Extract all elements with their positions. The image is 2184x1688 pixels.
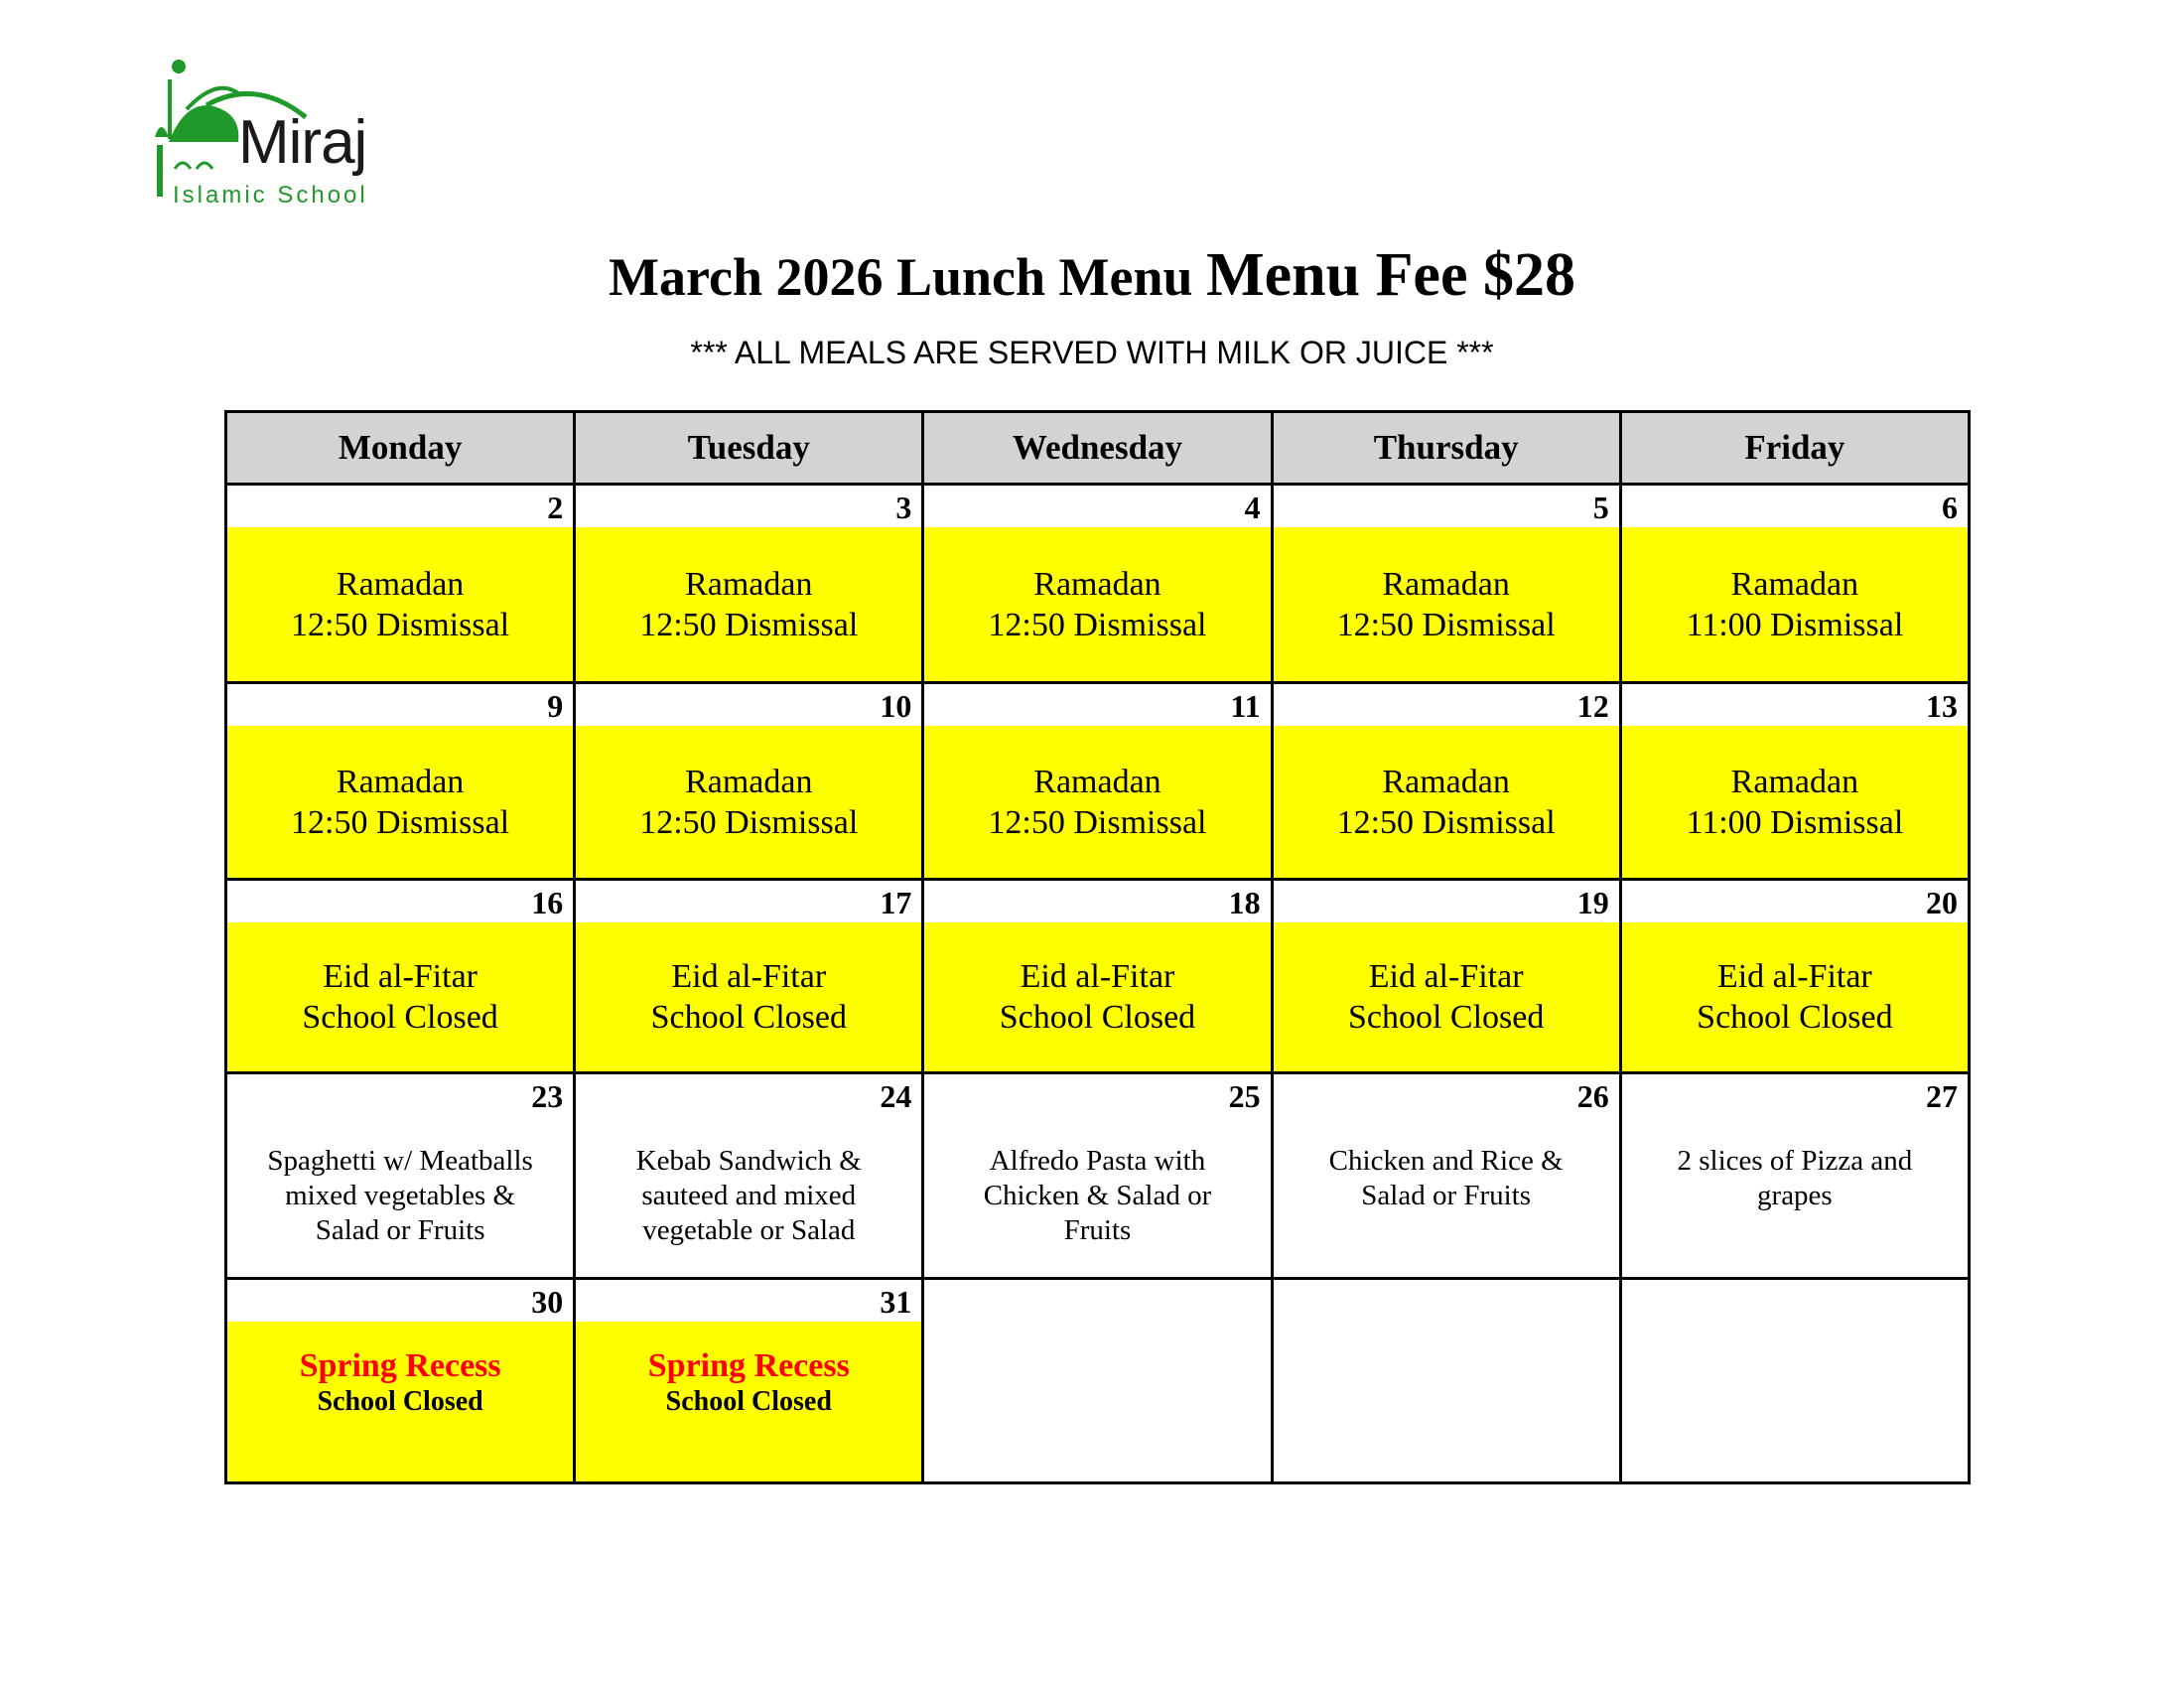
menu-line: Salad or Fruits xyxy=(315,1214,485,1246)
day-number: 23 xyxy=(227,1074,573,1116)
day-number: 16 xyxy=(227,881,573,922)
lunch-calendar xyxy=(224,410,1971,1484)
calendar-day-cell xyxy=(575,485,923,683)
menu-line: Fruits xyxy=(1063,1214,1132,1246)
school-logo xyxy=(147,58,395,216)
header-thursday: Thursday xyxy=(1272,412,1620,485)
day-number: 31 xyxy=(576,1280,921,1322)
event-name: Eid al-Fitar xyxy=(323,958,478,995)
day-number: 13 xyxy=(1622,684,1968,726)
day-number: 19 xyxy=(1274,881,1619,922)
calendar-day-cell xyxy=(226,485,575,683)
day-number: 3 xyxy=(576,486,921,527)
calendar-day-cell xyxy=(923,1279,1272,1483)
day-event-band xyxy=(1622,527,1968,681)
event-name: Ramadan xyxy=(1033,565,1161,603)
recess-title: Spring Recess xyxy=(299,1347,501,1384)
calendar-day-cell xyxy=(1272,485,1620,683)
calendar-day-cell xyxy=(923,683,1272,880)
day-number: 20 xyxy=(1622,881,1968,922)
day-event-band xyxy=(227,922,573,1071)
calendar-day-cell xyxy=(575,880,923,1073)
event-detail: 12:50 Dismissal xyxy=(988,803,1207,841)
event-name: Eid al-Fitar xyxy=(1020,958,1175,995)
day-number: 27 xyxy=(1622,1074,1968,1116)
calendar-day-cell xyxy=(1272,880,1620,1073)
event-name: Eid al-Fitar xyxy=(671,958,827,995)
event-detail: 12:50 Dismissal xyxy=(291,606,510,643)
calendar-day-cell xyxy=(1620,683,1969,880)
recess-title: Spring Recess xyxy=(647,1347,850,1384)
event-detail: School Closed xyxy=(1697,999,1893,1036)
day-number: 6 xyxy=(1622,486,1968,527)
calendar-day-cell xyxy=(923,1073,1272,1279)
event-detail: School Closed xyxy=(650,999,847,1036)
event-detail: School Closed xyxy=(1347,999,1545,1036)
day-number: 26 xyxy=(1274,1074,1619,1116)
menu-line: Spaghetti w/ Meatballs xyxy=(267,1145,533,1177)
menu-line: grapes xyxy=(1757,1180,1833,1211)
event-detail: 12:50 Dismissal xyxy=(639,606,859,643)
event-name: Ramadan xyxy=(1033,763,1161,800)
page-title xyxy=(0,240,2184,311)
event-name: Ramadan xyxy=(336,763,465,800)
day-event-band xyxy=(1274,527,1619,681)
event-name: Ramadan xyxy=(1730,565,1859,603)
event-name: Ramadan xyxy=(336,565,465,603)
menu-line: Chicken and Rice & xyxy=(1328,1145,1564,1177)
calendar-week-row xyxy=(226,1279,1970,1483)
menu-item xyxy=(924,1116,1270,1248)
calendar-day-cell xyxy=(575,1073,923,1279)
menu-line: sauteed and mixed xyxy=(641,1180,857,1211)
event-detail: 12:50 Dismissal xyxy=(639,803,859,841)
header-monday: Monday xyxy=(226,412,575,485)
event-detail: 11:00 Dismissal xyxy=(1686,606,1904,643)
day-number: 24 xyxy=(576,1074,921,1116)
day-number: 9 xyxy=(227,684,573,726)
menu-title: March 2026 Lunch Menu xyxy=(609,247,1193,307)
day-event-band xyxy=(924,726,1270,878)
menu-line: mixed vegetables & xyxy=(285,1180,516,1211)
calendar-day-cell xyxy=(923,485,1272,683)
logo-subtitle: Islamic School xyxy=(173,182,368,209)
calendar-day-cell xyxy=(575,683,923,880)
header-tuesday: Tuesday xyxy=(575,412,923,485)
logo-name: Miraj xyxy=(238,108,367,177)
calendar-day-cell xyxy=(1272,1279,1620,1483)
day-number: 17 xyxy=(576,881,921,922)
menu-line: 2 slices of Pizza and xyxy=(1677,1145,1913,1177)
event-name: Eid al-Fitar xyxy=(1368,958,1524,995)
event-detail: 11:00 Dismissal xyxy=(1686,803,1904,841)
calendar-day-cell xyxy=(1620,485,1969,683)
day-event-band xyxy=(576,922,921,1071)
menu-fee: Menu Fee $28 xyxy=(1206,241,1575,309)
calendar-day-cell xyxy=(226,1073,575,1279)
event-detail: 12:50 Dismissal xyxy=(988,606,1207,643)
calendar-day-cell xyxy=(923,880,1272,1073)
calendar-day-cell xyxy=(575,1279,923,1483)
day-event-band xyxy=(1622,726,1968,878)
menu-item xyxy=(1274,1116,1619,1213)
event-name: Ramadan xyxy=(1382,763,1510,800)
recess-note: School Closed xyxy=(665,1386,832,1417)
day-number: 4 xyxy=(924,486,1270,527)
day-event-band xyxy=(1274,726,1619,878)
menu-item xyxy=(1622,1116,1968,1213)
day-event-band xyxy=(576,726,921,878)
calendar-day-cell xyxy=(226,683,575,880)
day-number: 5 xyxy=(1274,486,1619,527)
header-wednesday: Wednesday xyxy=(923,412,1272,485)
calendar-day-cell xyxy=(226,1279,575,1483)
weekday-header-row xyxy=(226,412,1970,485)
menu-line: Salad or Fruits xyxy=(1361,1180,1532,1211)
menu-item xyxy=(227,1116,573,1248)
recess-note: School Closed xyxy=(317,1386,483,1417)
event-detail: 12:50 Dismissal xyxy=(1336,606,1556,643)
calendar-week-row xyxy=(226,485,1970,683)
day-number: 12 xyxy=(1274,684,1619,726)
event-detail: 12:50 Dismissal xyxy=(1336,803,1556,841)
event-name: Eid al-Fitar xyxy=(1716,958,1872,995)
header-friday: Friday xyxy=(1620,412,1969,485)
day-event-band xyxy=(576,527,921,681)
menu-line: Chicken & Salad or xyxy=(983,1180,1212,1211)
calendar-week-row xyxy=(226,1073,1970,1279)
day-number: 10 xyxy=(576,684,921,726)
event-detail: School Closed xyxy=(999,999,1196,1036)
calendar-day-cell xyxy=(1272,1073,1620,1279)
calendar-body xyxy=(226,485,1970,1483)
event-detail: 12:50 Dismissal xyxy=(291,803,510,841)
day-event-band xyxy=(1274,922,1619,1071)
day-number: 18 xyxy=(924,881,1270,922)
menu-item xyxy=(576,1116,921,1248)
event-name: Ramadan xyxy=(685,565,813,603)
day-event-band xyxy=(227,527,573,681)
calendar-week-row xyxy=(226,683,1970,880)
day-event-band xyxy=(924,527,1270,681)
day-event-band xyxy=(1622,922,1968,1071)
day-number: 30 xyxy=(227,1280,573,1322)
calendar-day-cell xyxy=(1620,1279,1969,1483)
calendar-day-cell xyxy=(226,880,575,1073)
day-event-band xyxy=(227,726,573,878)
event-name: Ramadan xyxy=(685,763,813,800)
day-number: 11 xyxy=(924,684,1270,726)
menu-line: vegetable or Salad xyxy=(642,1214,856,1246)
calendar-week-row xyxy=(226,880,1970,1073)
recess-band xyxy=(227,1322,573,1481)
recess-band xyxy=(576,1322,921,1481)
menu-line: Kebab Sandwich & xyxy=(635,1145,862,1177)
menu-line: Alfredo Pasta with xyxy=(989,1145,1206,1177)
day-number: 2 xyxy=(227,486,573,527)
event-name: Ramadan xyxy=(1382,565,1510,603)
day-event-band xyxy=(924,922,1270,1071)
page-subtitle: *** ALL MEALS ARE SERVED WITH MILK OR JUICE *** xyxy=(690,335,1494,370)
day-number: 25 xyxy=(924,1074,1270,1116)
calendar-day-cell xyxy=(1620,1073,1969,1279)
calendar-day-cell xyxy=(1272,683,1620,880)
event-detail: School Closed xyxy=(302,999,498,1036)
event-name: Ramadan xyxy=(1730,763,1859,800)
calendar-day-cell xyxy=(1620,880,1969,1073)
